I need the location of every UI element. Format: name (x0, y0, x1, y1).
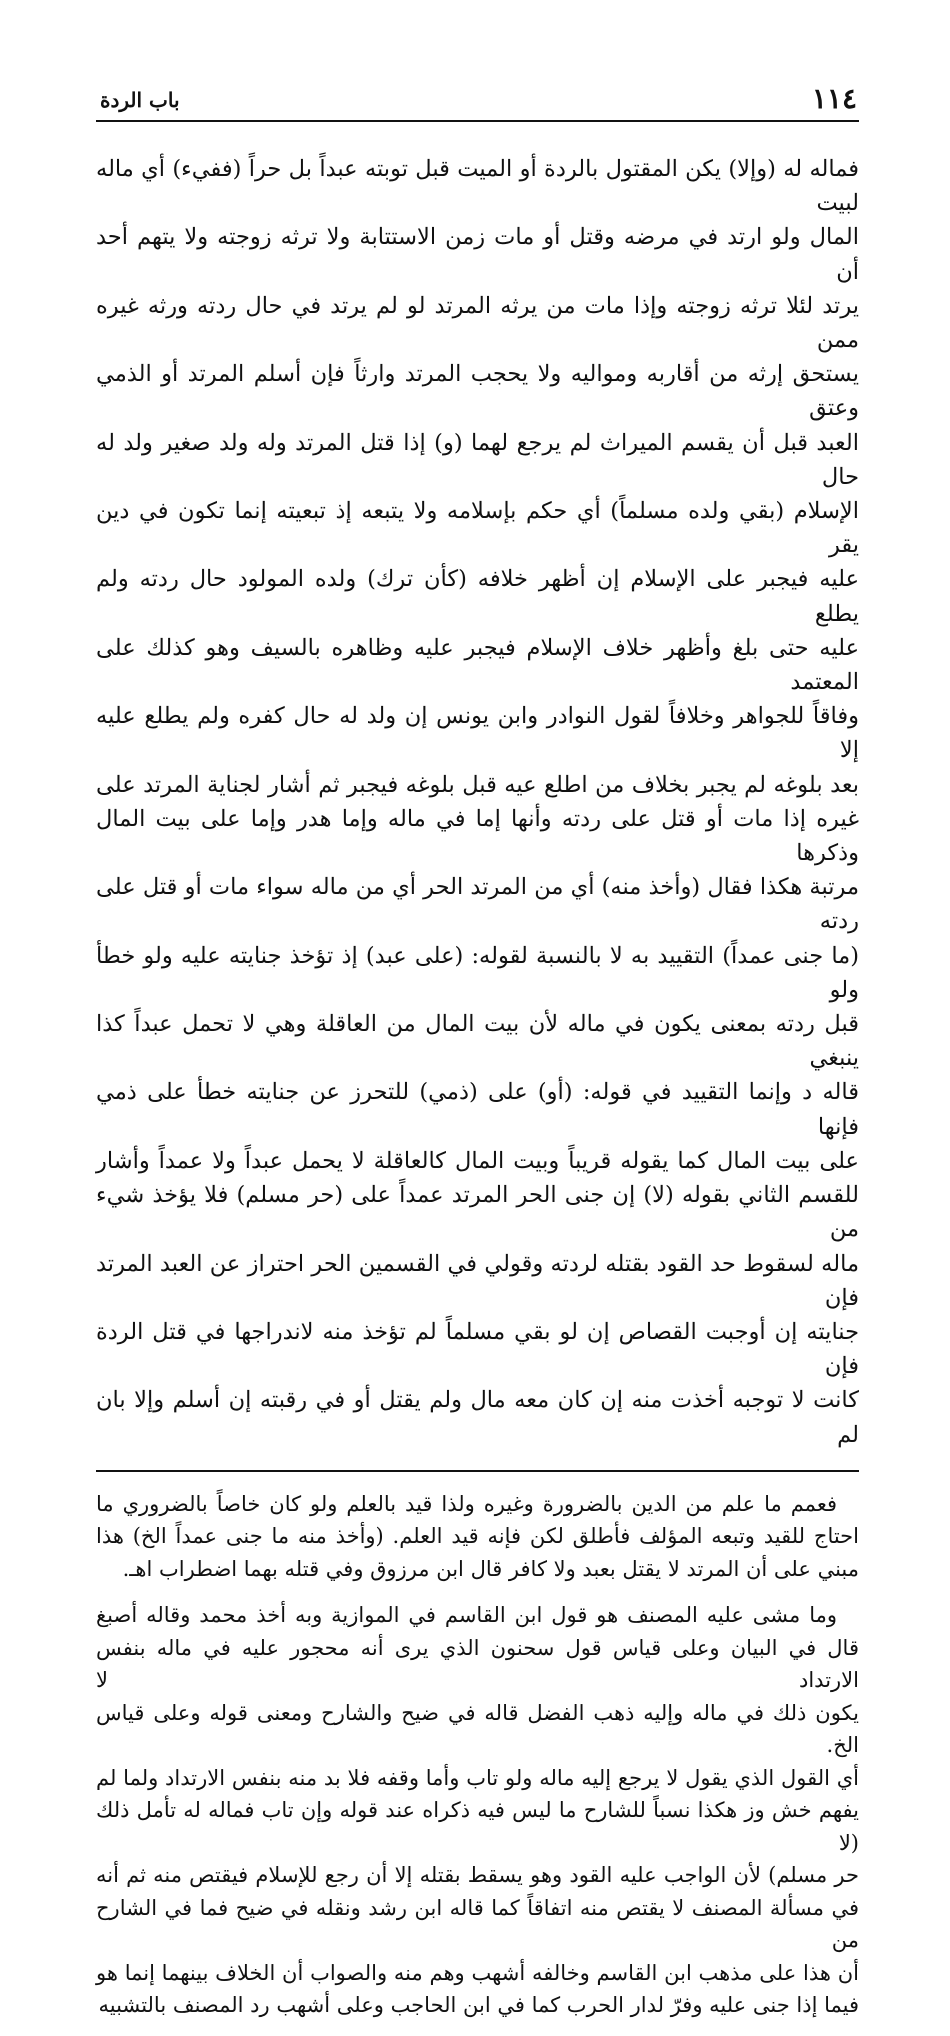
main-line: عليه فيجبر على الإسلام إن أظهر خلافه (كأن ترك) ولده المولود حال ردته ولم يطلع (96, 566, 859, 627)
main-line: يستحق إرثه من أقاربه ومواليه ولا يحجب المرتد وارثاً فإن أسلم المرتد أو الذمي وعتق (96, 361, 859, 422)
main-line: عليه حتى بلغ وأظهر خلاف الإسلام فيجبر عليه وظاهره بالسيف وهو كذلك على المعتمد (96, 634, 859, 696)
main-line: غيره إذا مات أو قتل على ردته وأنها إما في ماله وإما هدر وإما على بيت المال وذكرها (96, 805, 859, 867)
footnote-line: مبني على أن المرتد لا يقتل بعبد ولا كافر قال ابن مرزوق وفي قتله بهما اضطراب اهـ. (122, 1556, 859, 1581)
main-line: قاله د وإنما التقييد في قوله: (أو) على (ذمي) للتحرز عن جنايته خطأ على ذمي فإنها (96, 1079, 859, 1140)
footnote-line: فيما إذا جنى عليه وفرّ لدار الحرب كما في ابن الحاجب وعلى أشهب رد المصنف بالتشبيه (98, 1993, 859, 2018)
footnote-paragraph (96, 1488, 859, 1586)
main-line: قبل ردته بمعنى يكون في ماله لأن بيت المال من العاقلة وهي لا تحمل عبداً كذا ينبغي (96, 1011, 859, 1072)
footnote-line: حر مسلم) لأن الواجب عليه القود وهو يسقط بقتله إلا أن رجع للإسلام فيقتص منه ثم أنه (96, 1863, 859, 1888)
footnote-line: يكون ذلك في ماله وإليه ذهب الفضل قاله في ضيح والشارح ومعنى قوله وعلى قياس الخ. (96, 1700, 859, 1758)
page-number: ١١٤ (811, 82, 857, 115)
footnote-divider (96, 1470, 859, 1472)
footnote-line: يفهم خش وز هكذا نسباً للشارح ما ليس فيه ذكراه عند قوله وإن تاب فماله له تأمل ذلك (لا (96, 1798, 859, 1855)
footnote-line: أي القول الذي يقول لا يرجع إليه ماله ولو تاب وأما وقفه فلا بد منه بنفس الارتداد ولما لم (96, 1765, 859, 1790)
main-line: يرتد لئلا ترثه زوجته وإذا مات من يرثه المرتد لو لم يرتد في حال ردته ورثه غيره ممن (96, 292, 859, 354)
page-header (96, 80, 859, 126)
main-line: بعد بلوغه لم يجبر بخلاف من اطلع عيه قبل بلوغه فيجبر ثم أشار لجناية المرتد على (96, 771, 859, 798)
footnote-line: فعمم ما علم من الدين بالضرورة وغيره ولذا قيد بالعلم ولو كان خاصاً بالضروري ما (96, 1491, 837, 1516)
main-line: على بيت المال كما يقوله قريباً وبيت المال كالعاقلة لا يحمل عبداً ولا عمداً وأشار (96, 1147, 859, 1174)
footnote-paragraph (96, 1599, 859, 2022)
main-line: جنايته إن أوجبت القصاص إن لو بقي مسلماً لم تؤخذ منه لاندراجها في قتل الردة فإن (96, 1318, 859, 1380)
footnote-line: وما مشى عليه المصنف هو قول ابن القاسم في الموازية وبه أخذ محمد وقاله أصبغ (96, 1603, 837, 1628)
main-line: للقسم الثاني بقوله (لا) إن جنى الحر المرتد عمداً على (حر مسلم) فلا يؤخذ شيء من (96, 1182, 859, 1243)
main-line: العبد قبل أن يقسم الميراث لم يرجع لهما (و) إذا قتل المرتد وله ولد صغير ولد له حال (96, 429, 859, 490)
running-title: باب الردة (100, 88, 180, 112)
main-line: ماله لسقوط حد القود بقتله لردته وقولي في القسمين الحر احتراز عن العبد المرتد فإن (96, 1250, 859, 1311)
footnote-line: أن هذا على مذهب ابن القاسم وخالفه أشهب وهم منه والصواب أن الخلاف بينهما إنما هو (96, 1960, 859, 1985)
footnotes-block (96, 1488, 859, 2022)
main-line: الإسلام (بقي ولده مسلماً) أي حكم بإسلامه ولا يتبعه إذ تبعيته إنما تكون في دين يقر (96, 498, 859, 559)
main-line: كانت لا توجبه أخذت منه إن كان معه مال ولم يقتل أو في رقبته إن أسلم وإلا بان لم (96, 1387, 859, 1448)
main-line: فماله له (وإلا) يكن المقتول بالردة أو الميت قبل توبته عبداً بل حراً (ففيء) أي ماله لبيت (96, 156, 859, 217)
main-line: مرتبة هكذا فقال (وأخذ منه) أي من المرتد الحر أي من ماله سواء مات أو قتل على ردته (96, 874, 859, 935)
main-text-block (96, 152, 859, 1452)
header-rule (96, 120, 859, 122)
main-line: المال ولو ارتد في مرضه وقتل أو مات زمن الاستتابة ولا ترثه زوجته ولا يتهم أحد أن (96, 224, 859, 285)
main-line: (ما جنى عمداً) التقييد به لا بالنسبة لقوله: (على عبد) إذ تؤخذ جنايته عليه ولو خطأ ولو (96, 942, 859, 1003)
footnote-line: احتاج للقيد وتبعه المؤلف فأطلق لكن فإنه قيد العلم. (وأخذ منه ما جنى عمداً الخ) هذا (96, 1524, 859, 1549)
book-page (96, 80, 859, 2036)
main-line: وفاقاً للجواهر وخلافاً لقول النوادر وابن يونس إن ولد له حال كفره ولم يطلع عليه إلا (96, 703, 859, 764)
footnote-line: قال في البيان وعلى قياس قول سحنون الذي يرى أنه محجور عليه في ماله بنفس الارتداد لا (96, 1635, 859, 1693)
footnote-line: في مسألة المصنف لا يقتص منه اتفاقاً كما قاله ابن رشد ونقله في ضيح فما في الشارح من (96, 1895, 859, 1953)
